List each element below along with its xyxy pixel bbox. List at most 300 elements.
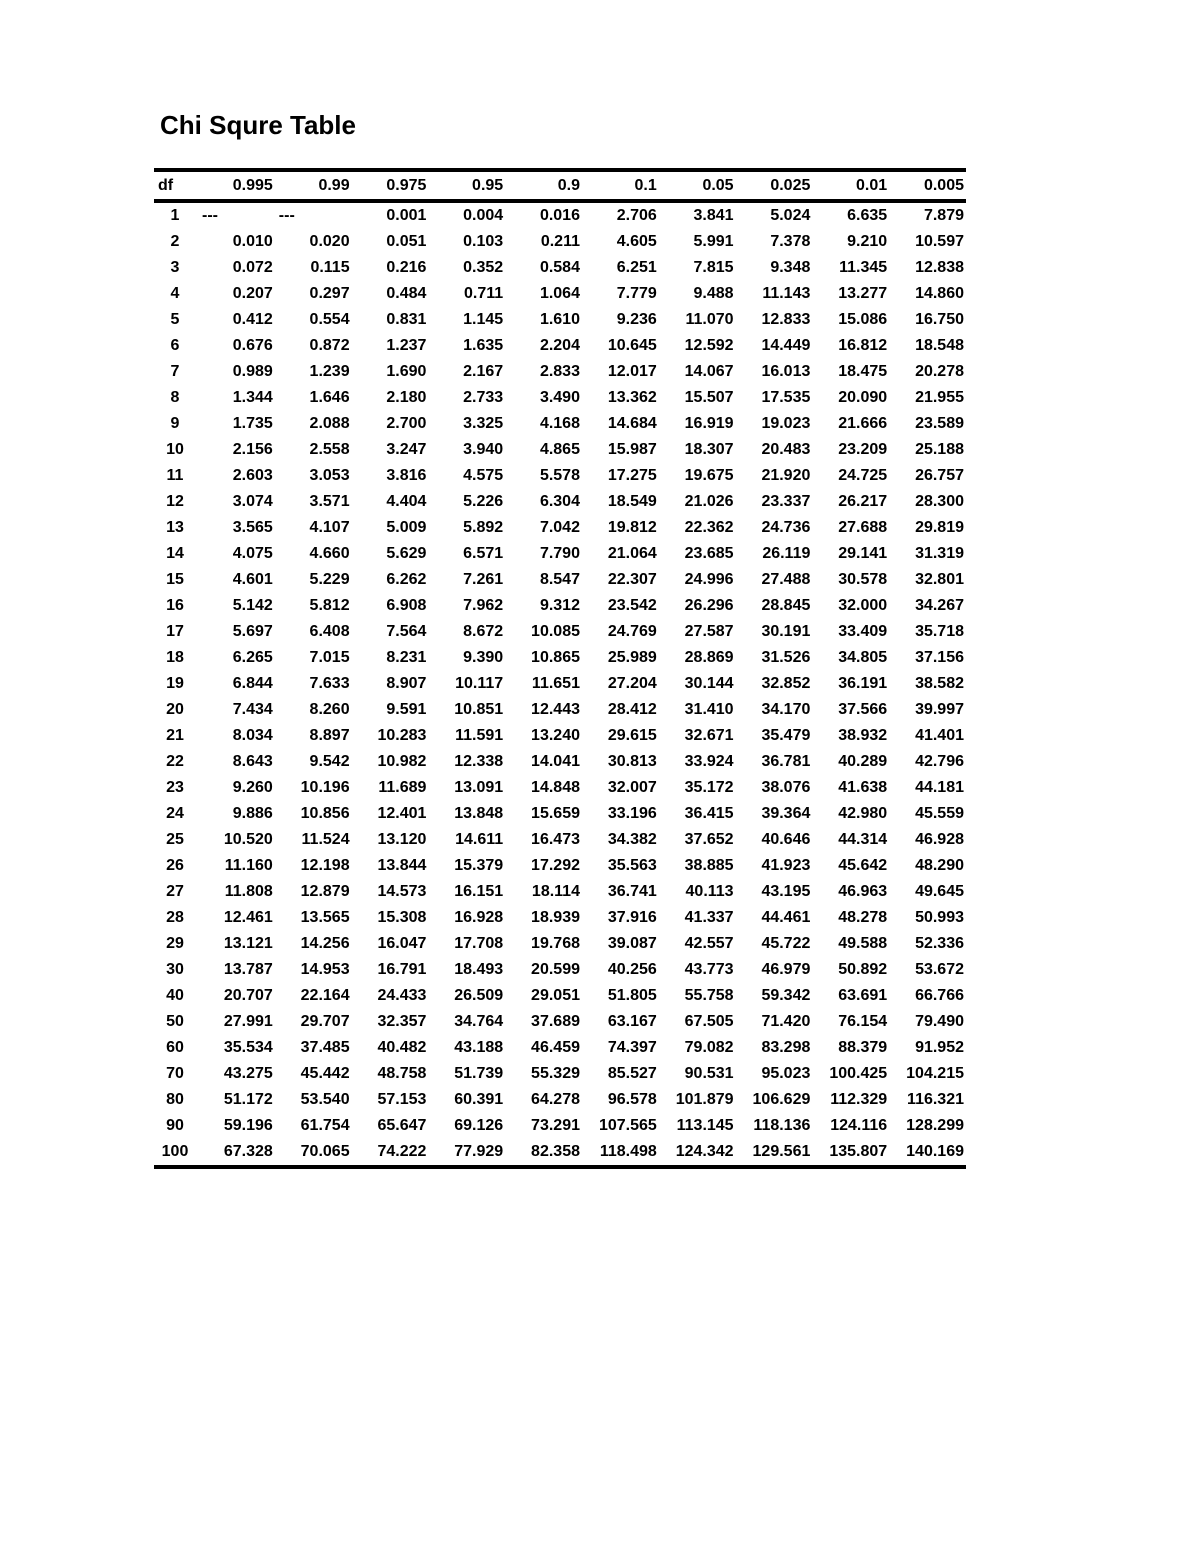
value-cell: 16.791 <box>377 961 427 978</box>
table-row <box>154 957 966 983</box>
value-cell: 27.587 <box>684 623 734 640</box>
value-cell: 9.886 <box>232 805 273 822</box>
value-cell: 44.461 <box>761 909 811 926</box>
df-cell: 10 <box>166 441 184 458</box>
value-cell: 29.615 <box>607 727 657 744</box>
table-row <box>154 333 966 359</box>
value-cell: 12.833 <box>761 311 811 328</box>
value-cell: 104.215 <box>906 1065 964 1082</box>
df-cell: 70 <box>166 1065 184 1082</box>
value-cell: 13.120 <box>377 831 427 848</box>
value-cell: 41.401 <box>915 727 964 744</box>
value-cell: 38.932 <box>838 727 888 744</box>
value-cell: 7.779 <box>616 285 657 302</box>
value-cell: 41.337 <box>684 909 734 926</box>
header-df: df <box>158 177 174 194</box>
df-cell: 2 <box>170 233 180 250</box>
value-cell: 14.860 <box>915 285 964 302</box>
value-cell: 21.955 <box>915 389 964 406</box>
table-row <box>154 775 966 801</box>
value-cell: 25.188 <box>915 441 964 458</box>
value-cell: 37.485 <box>300 1039 350 1056</box>
table-row <box>154 1061 966 1087</box>
table-row <box>154 749 966 775</box>
value-cell: 13.787 <box>223 961 273 978</box>
value-cell: 12.338 <box>454 753 504 770</box>
value-cell: 13.091 <box>454 779 504 796</box>
value-cell: 36.191 <box>838 675 888 692</box>
value-cell: 17.292 <box>531 857 580 874</box>
value-cell: 41.638 <box>838 779 888 796</box>
value-cell: 28.412 <box>607 701 657 718</box>
value-cell: 0.554 <box>309 311 350 328</box>
value-cell: 12.017 <box>607 363 657 380</box>
df-cell: 6 <box>170 337 180 354</box>
df-cell: 28 <box>166 909 184 926</box>
value-cell: 10.283 <box>377 727 427 744</box>
value-cell: 64.278 <box>531 1091 580 1108</box>
header-row <box>154 170 966 201</box>
value-cell: 5.892 <box>463 519 504 536</box>
value-cell: 38.076 <box>761 779 811 796</box>
value-cell: 8.907 <box>386 675 427 692</box>
value-cell: 35.172 <box>684 779 734 796</box>
value-cell: 76.154 <box>838 1013 888 1030</box>
df-cell: 90 <box>166 1117 184 1134</box>
value-cell: 14.573 <box>377 883 427 900</box>
value-cell: --- <box>278 207 295 224</box>
value-cell: 12.838 <box>915 259 964 276</box>
value-cell: 5.991 <box>693 233 734 250</box>
header-probability: 0.025 <box>770 177 811 194</box>
value-cell: 46.979 <box>761 961 811 978</box>
value-cell: 60.391 <box>454 1091 504 1108</box>
df-cell: 25 <box>166 831 184 848</box>
value-cell: 38.885 <box>684 857 734 874</box>
chi-square-table-container <box>154 168 966 1169</box>
df-cell: 24 <box>166 805 184 822</box>
table-row <box>154 307 966 333</box>
value-cell: 7.564 <box>386 623 427 640</box>
value-cell: 40.646 <box>761 831 811 848</box>
value-cell: 9.236 <box>616 311 657 328</box>
value-cell: 85.527 <box>607 1065 657 1082</box>
value-cell: 24.433 <box>377 987 427 1004</box>
value-cell: 3.053 <box>309 467 350 484</box>
value-cell: 11.345 <box>839 259 888 276</box>
value-cell: 1.690 <box>386 363 427 380</box>
value-cell: 30.813 <box>607 753 657 770</box>
value-cell: 37.566 <box>838 701 888 718</box>
value-cell: 8.672 <box>463 623 504 640</box>
value-cell: 53.672 <box>915 961 964 978</box>
value-cell: 0.872 <box>309 337 350 354</box>
value-cell: 91.952 <box>915 1039 964 1056</box>
df-cell: 4 <box>170 285 180 302</box>
value-cell: 31.319 <box>915 545 964 562</box>
value-cell: 31.410 <box>684 701 734 718</box>
value-cell: 7.633 <box>309 675 350 692</box>
value-cell: 22.362 <box>684 519 734 536</box>
value-cell: 65.647 <box>377 1117 427 1134</box>
table-row <box>154 489 966 515</box>
value-cell: 112.329 <box>830 1091 888 1108</box>
table-row <box>154 697 966 723</box>
value-cell: 0.001 <box>386 207 427 224</box>
value-cell: 66.766 <box>915 987 964 1004</box>
table-row <box>154 827 966 853</box>
df-cell: 17 <box>166 623 184 640</box>
value-cell: 2.088 <box>309 415 350 432</box>
value-cell: 12.443 <box>531 701 580 718</box>
value-cell: 15.308 <box>377 909 427 926</box>
value-cell: 19.023 <box>761 415 811 432</box>
value-cell: 5.812 <box>309 597 350 614</box>
df-cell: 9 <box>170 415 180 432</box>
value-cell: 11.591 <box>455 727 504 744</box>
header-probability: 0.975 <box>386 177 427 194</box>
value-cell: 0.711 <box>464 285 504 302</box>
value-cell: 20.599 <box>531 961 580 978</box>
value-cell: 124.116 <box>830 1117 888 1134</box>
df-cell: 13 <box>166 519 184 536</box>
value-cell: 77.929 <box>454 1143 504 1160</box>
value-cell: 7.962 <box>463 597 504 614</box>
value-cell: 79.082 <box>684 1039 734 1056</box>
value-cell: 3.841 <box>693 207 734 224</box>
value-cell: 34.764 <box>454 1013 504 1030</box>
value-cell: 118.498 <box>599 1143 657 1160</box>
value-cell: 18.307 <box>684 441 734 458</box>
value-cell: 32.671 <box>684 727 734 744</box>
page-title: Chi Squre Table <box>160 110 356 140</box>
value-cell: 3.074 <box>232 493 273 510</box>
value-cell: 17.708 <box>454 935 504 952</box>
value-cell: 4.601 <box>232 571 273 588</box>
value-cell: 2.733 <box>463 389 504 406</box>
value-cell: 27.488 <box>761 571 811 588</box>
df-cell: 16 <box>166 597 184 614</box>
value-cell: 14.848 <box>531 779 580 796</box>
df-cell: 8 <box>170 389 180 406</box>
value-cell: 14.449 <box>761 337 811 354</box>
table-row <box>154 879 966 905</box>
value-cell: 13.362 <box>607 389 657 406</box>
table-row <box>154 385 966 411</box>
value-cell: 28.300 <box>915 493 964 510</box>
value-cell: 2.558 <box>309 441 350 458</box>
value-cell: 3.565 <box>232 519 273 536</box>
value-cell: 18.548 <box>915 337 964 354</box>
value-cell: 95.023 <box>761 1065 811 1082</box>
value-cell: 1.239 <box>309 363 350 380</box>
value-cell: 21.920 <box>761 467 811 484</box>
value-cell: 29.819 <box>915 519 964 536</box>
value-cell: 6.571 <box>463 545 504 562</box>
value-cell: 12.461 <box>223 909 273 926</box>
value-cell: 35.534 <box>223 1039 273 1056</box>
value-cell: 23.209 <box>838 441 888 458</box>
value-cell: 6.262 <box>386 571 427 588</box>
value-cell: 106.629 <box>752 1091 811 1108</box>
value-cell: 0.004 <box>463 207 504 224</box>
value-cell: 18.475 <box>838 363 888 380</box>
value-cell: 12.401 <box>377 805 427 822</box>
value-cell: 1.610 <box>539 311 580 328</box>
value-cell: 15.507 <box>684 389 734 406</box>
value-cell: 10.085 <box>531 623 580 640</box>
value-cell: 10.982 <box>377 753 427 770</box>
value-cell: 15.659 <box>531 805 580 822</box>
value-cell: 48.758 <box>377 1065 427 1082</box>
value-cell: 3.325 <box>463 415 504 432</box>
value-cell: 43.275 <box>223 1065 273 1082</box>
value-cell: 49.588 <box>838 935 888 952</box>
value-cell: 0.207 <box>232 285 273 302</box>
value-cell: 0.216 <box>386 259 427 276</box>
table-row <box>154 281 966 307</box>
value-cell: 27.688 <box>838 519 888 536</box>
value-cell: 135.807 <box>829 1143 888 1160</box>
df-cell: 30 <box>166 961 184 978</box>
value-cell: 0.103 <box>463 233 504 250</box>
value-cell: 70.065 <box>300 1143 350 1160</box>
value-cell: 5.629 <box>386 545 427 562</box>
value-cell: 42.796 <box>915 753 964 770</box>
value-cell: 45.559 <box>915 805 964 822</box>
value-cell: 67.328 <box>223 1143 273 1160</box>
value-cell: 27.204 <box>607 675 657 692</box>
value-cell: 9.542 <box>309 753 350 770</box>
value-cell: 50.993 <box>915 909 964 926</box>
value-cell: 37.652 <box>684 831 734 848</box>
value-cell: 42.557 <box>684 935 734 952</box>
value-cell: 13.844 <box>377 857 427 874</box>
value-cell: 7.015 <box>309 649 350 666</box>
value-cell: 10.597 <box>915 233 964 250</box>
value-cell: 0.676 <box>232 337 273 354</box>
value-cell: 9.488 <box>693 285 734 302</box>
value-cell: --- <box>202 207 218 224</box>
value-cell: 24.996 <box>684 571 734 588</box>
value-cell: 1.646 <box>309 389 350 406</box>
value-cell: 26.217 <box>838 493 888 510</box>
value-cell: 140.169 <box>906 1143 964 1160</box>
value-cell: 29.141 <box>838 545 888 562</box>
value-cell: 6.635 <box>847 207 888 224</box>
value-cell: 2.156 <box>232 441 273 458</box>
value-cell: 14.611 <box>455 831 504 848</box>
value-cell: 26.119 <box>762 545 811 562</box>
table-row <box>154 905 966 931</box>
value-cell: 0.020 <box>309 233 350 250</box>
value-cell: 34.170 <box>761 701 811 718</box>
value-cell: 2.833 <box>539 363 580 380</box>
value-cell: 16.919 <box>684 415 734 432</box>
df-cell: 14 <box>166 545 184 562</box>
value-cell: 20.090 <box>838 389 888 406</box>
value-cell: 16.812 <box>838 337 888 354</box>
table-row <box>154 567 966 593</box>
value-cell: 21.064 <box>607 545 657 562</box>
value-cell: 2.204 <box>539 337 580 354</box>
df-cell: 12 <box>166 493 184 510</box>
value-cell: 8.231 <box>386 649 427 666</box>
table-row <box>154 801 966 827</box>
value-cell: 9.390 <box>463 649 504 666</box>
value-cell: 49.645 <box>915 883 964 900</box>
value-cell: 9.348 <box>770 259 811 276</box>
value-cell: 19.812 <box>607 519 657 536</box>
value-cell: 57.153 <box>377 1091 427 1108</box>
value-cell: 1.735 <box>232 415 273 432</box>
value-cell: 24.769 <box>607 623 657 640</box>
value-cell: 37.689 <box>531 1013 580 1030</box>
df-cell: 21 <box>166 727 184 744</box>
value-cell: 0.297 <box>309 285 350 302</box>
value-cell: 59.342 <box>761 987 811 1004</box>
value-cell: 14.067 <box>684 363 734 380</box>
value-cell: 69.126 <box>454 1117 504 1134</box>
table-body <box>154 201 966 1167</box>
value-cell: 39.087 <box>607 935 657 952</box>
value-cell: 33.196 <box>607 805 657 822</box>
value-cell: 46.928 <box>915 831 964 848</box>
table-row <box>154 1009 966 1035</box>
value-cell: 29.051 <box>531 987 580 1004</box>
value-cell: 40.256 <box>607 961 657 978</box>
value-cell: 6.908 <box>386 597 427 614</box>
value-cell: 96.578 <box>607 1091 657 1108</box>
value-cell: 36.781 <box>761 753 811 770</box>
value-cell: 1.344 <box>232 389 273 406</box>
table-row <box>154 671 966 697</box>
header-probability: 0.99 <box>318 177 350 194</box>
value-cell: 8.547 <box>539 571 580 588</box>
value-cell: 34.267 <box>915 597 964 614</box>
value-cell: 19.768 <box>531 935 580 952</box>
value-cell: 88.379 <box>838 1039 888 1056</box>
value-cell: 8.643 <box>232 753 273 770</box>
value-cell: 37.916 <box>607 909 657 926</box>
value-cell: 4.404 <box>386 493 427 510</box>
value-cell: 9.210 <box>847 233 888 250</box>
value-cell: 18.939 <box>531 909 580 926</box>
value-cell: 15.379 <box>454 857 504 874</box>
table-row <box>154 723 966 749</box>
df-cell: 18 <box>166 649 184 666</box>
value-cell: 19.675 <box>684 467 734 484</box>
value-cell: 15.987 <box>607 441 657 458</box>
value-cell: 5.578 <box>539 467 580 484</box>
value-cell: 10.865 <box>531 649 580 666</box>
value-cell: 3.940 <box>463 441 504 458</box>
value-cell: 79.490 <box>915 1013 964 1030</box>
value-cell: 0.831 <box>386 311 427 328</box>
value-cell: 4.575 <box>463 467 504 484</box>
value-cell: 4.168 <box>539 415 580 432</box>
value-cell: 4.865 <box>539 441 580 458</box>
df-cell: 80 <box>166 1091 184 1108</box>
table-row <box>154 437 966 463</box>
df-cell: 26 <box>166 857 184 874</box>
value-cell: 12.879 <box>300 883 350 900</box>
header-probability: 0.95 <box>472 177 504 194</box>
value-cell: 28.845 <box>761 597 811 614</box>
value-cell: 34.382 <box>607 831 657 848</box>
table-row <box>154 229 966 255</box>
value-cell: 43.188 <box>454 1039 504 1056</box>
value-cell: 71.420 <box>761 1013 811 1030</box>
value-cell: 14.953 <box>300 961 350 978</box>
value-cell: 35.479 <box>761 727 811 744</box>
value-cell: 25.989 <box>607 649 657 666</box>
value-cell: 0.412 <box>232 311 273 328</box>
table-row <box>154 1035 966 1061</box>
table-row <box>154 201 966 229</box>
value-cell: 17.275 <box>607 467 657 484</box>
value-cell: 13.240 <box>531 727 580 744</box>
value-cell: 10.196 <box>300 779 350 796</box>
value-cell: 5.697 <box>232 623 273 640</box>
value-cell: 34.805 <box>838 649 888 666</box>
value-cell: 61.754 <box>300 1117 350 1134</box>
value-cell: 10.645 <box>607 337 657 354</box>
value-cell: 12.198 <box>300 857 350 874</box>
value-cell: 36.415 <box>684 805 734 822</box>
value-cell: 83.298 <box>761 1039 811 1056</box>
value-cell: 0.584 <box>539 259 580 276</box>
value-cell: 18.549 <box>607 493 657 510</box>
value-cell: 7.815 <box>693 259 734 276</box>
value-cell: 21.666 <box>838 415 888 432</box>
value-cell: 7.378 <box>770 233 811 250</box>
value-cell: 31.526 <box>761 649 811 666</box>
value-cell: 26.757 <box>915 467 964 484</box>
value-cell: 1.635 <box>463 337 504 354</box>
value-cell: 46.459 <box>531 1039 580 1056</box>
value-cell: 22.307 <box>607 571 657 588</box>
value-cell: 9.260 <box>232 779 273 796</box>
value-cell: 32.357 <box>377 1013 427 1030</box>
value-cell: 45.722 <box>761 935 811 952</box>
value-cell: 17.535 <box>761 389 811 406</box>
value-cell: 15.086 <box>838 311 888 328</box>
table-row <box>154 931 966 957</box>
value-cell: 116.321 <box>907 1091 964 1108</box>
header-probability: 0.005 <box>923 177 964 194</box>
value-cell: 26.509 <box>454 987 504 1004</box>
value-cell: 9.591 <box>386 701 427 718</box>
value-cell: 13.277 <box>838 285 888 302</box>
value-cell: 35.563 <box>607 857 657 874</box>
table-row <box>154 463 966 489</box>
value-cell: 5.229 <box>309 571 350 588</box>
value-cell: 23.542 <box>607 597 657 614</box>
value-cell: 8.034 <box>232 727 273 744</box>
table-row <box>154 541 966 567</box>
value-cell: 128.299 <box>906 1117 964 1134</box>
value-cell: 11.689 <box>378 779 427 796</box>
table-row <box>154 853 966 879</box>
value-cell: 1.145 <box>463 311 504 328</box>
value-cell: 0.989 <box>232 363 273 380</box>
value-cell: 48.278 <box>838 909 888 926</box>
value-cell: 16.473 <box>531 831 580 848</box>
value-cell: 22.164 <box>300 987 350 1004</box>
value-cell: 16.013 <box>761 363 811 380</box>
value-cell: 18.114 <box>531 883 580 900</box>
